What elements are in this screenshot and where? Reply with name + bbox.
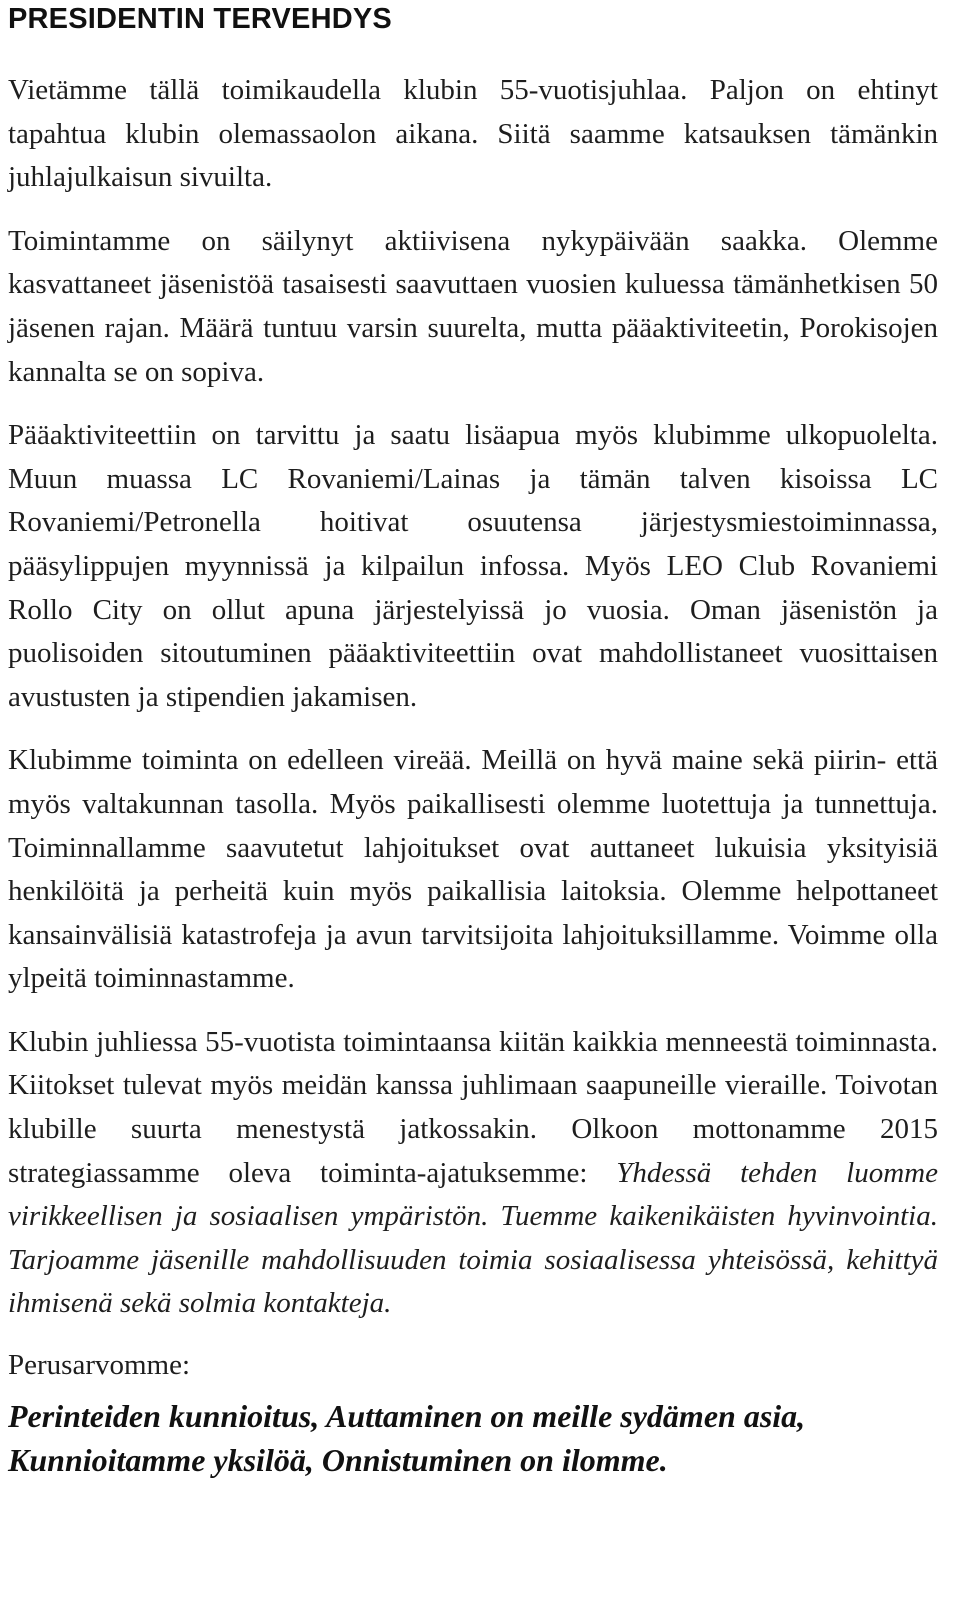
core-values-line-1: Perinteiden kunnioitus, Auttaminen on meille sydämen asia, [8, 1397, 806, 1434]
paragraph-reputation: Klubimme toiminta on edelleen vireää. Meillä on hyvä maine sekä piirin- että myös valtakunnan tasolla. Myös paikallisesti olemme luotettuja ja tunnettuja. Toiminnallamme saavutetut lahjoitukset ovat auttaneet lukuisia yksityisiä henkilöitä ja perheitä kuin myös paikallisia laitoksia. Olemme helpottaneet kansainvälisiä katastrofeja ja avun tarvitsijoita lahjoituksillamme. Voimme olla ylpeitä toiminnastamme. [8, 744, 938, 995]
core-values-label: Perusarvomme: [8, 1349, 191, 1382]
paragraph-activity: Toimintamme on säilynyt aktiivisena nykypäivään saakka. Olemme kasvattaneet jäsenistöä tasaisesti saavuttaen vuosien kuluessa tämänhetkisen 50 jäsenen rajan. Määrä tuntuu varsin suurelta, mutta pääaktiviteetin, Porokisojen kannalta se on sopiva. [8, 224, 938, 388]
core-values [8, 1394, 938, 1482]
paragraph-helpers: Pääaktiviteettiin on tarvittu ja saatu lisäapua myös klubimme ulkopuolelta. Muun muassa LC Rovaniemi/Lainas ja tämän talven kisoissa LC Rovaniemi/Petronella hoitivat osuutensa järjestysmiestoiminnassa, pääsylippujen myynnissä ja kilpailun infossa. Myös LEO Club Rovaniemi Rollo City on ollut apuna järjestelyissä jo vuosia. Oman jäsenistön ja puolisoiden sitoutuminen pääaktiviteettiin ovat mahdollistaneet vuosittaisen avustusten ja stipendien jakamisen. [8, 419, 938, 713]
letter-body [8, 69, 938, 1388]
mission-statement: Yhdessä tehden luomme virikkeellisen ja sosiaalisen ympäristön. Tuemme kaikenikäisten hyvinvointia. Tarjoamme jäsenille mahdollisuuden toimia sosiaalisessa yhteisössä, kehittyä ihmisenä sekä solmia kontakteja. [8, 1156, 938, 1320]
page-title: PRESIDENTIN TERVEHDYS [8, 3, 392, 35]
core-values-line-2: Kunnioitamme yksilöä, Onnistuminen on ilomme. [8, 1441, 668, 1478]
paragraph-anniversary: Vietämme tällä toimikaudella klubin 55-vuotisjuhlaa. Paljon on ehtinyt tapahtua klubin olemassaolon aikana. Siitä saamme katsauksen tämänkin juhlajulkaisun sivuilta. [8, 74, 938, 194]
paragraph-thanks [8, 1021, 938, 1326]
thanks-text: Klubin juhliessa 55-vuotista toimintaansa kiitän kaikkia menneestä toiminnasta. Kiitokset tulevat myös meidän kanssa juhlimaan saapuneille vieraille. Toivotan klubille suurta menestystä jatkossakin. Olkoon mottonamme 2015 strategiassamme oleva toiminta-ajatuksemme: [8, 1025, 938, 1189]
